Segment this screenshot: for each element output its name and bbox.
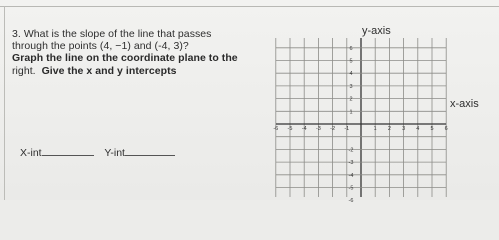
x-tick-label: -1 bbox=[344, 126, 350, 132]
problem-line-2: through the points (4, −1) and (-4, 3)? bbox=[12, 40, 189, 53]
x-tick-label: -5 bbox=[287, 126, 293, 132]
y-tick-label: -2 bbox=[348, 147, 354, 154]
x-tick-label: -4 bbox=[301, 126, 307, 132]
y-tick-label: 3 bbox=[349, 83, 353, 90]
x-tick-label: -2 bbox=[330, 126, 336, 132]
y-tick-label: -5 bbox=[348, 185, 354, 192]
y-tick-label: 6 bbox=[349, 45, 353, 52]
y-tick-label: -6 bbox=[348, 198, 354, 205]
y-axis-title: y-axis bbox=[362, 25, 391, 37]
x-tick-label: 6 bbox=[444, 126, 448, 132]
x-axis-title: x-axis bbox=[450, 98, 479, 110]
x-tick-label: 4 bbox=[416, 126, 420, 132]
problem-line-3: Graph the line on the coordinate plane to the bbox=[12, 52, 238, 65]
x-tick-label: 3 bbox=[402, 126, 406, 132]
x-tick-label: 1 bbox=[373, 126, 377, 132]
x-tick-label: -6 bbox=[273, 126, 279, 132]
problem-line-4-instruction: Give the x and y intercepts bbox=[41, 64, 177, 77]
y-tick-label: -4 bbox=[348, 172, 354, 179]
x-tick-label: -3 bbox=[315, 126, 321, 132]
y-tick-label: 2 bbox=[349, 96, 353, 103]
problem-line-4-start: right. bbox=[12, 64, 36, 77]
y-intercept-label: Y-int bbox=[104, 147, 125, 159]
problem-line-1: 3. What is the slope of the line that passes bbox=[12, 28, 212, 40]
y-tick-label: 4 bbox=[349, 71, 353, 78]
x-intercept-label: X-int bbox=[20, 147, 42, 159]
y-tick-label: -3 bbox=[348, 160, 354, 167]
y-tick-label: 1 bbox=[349, 109, 353, 116]
y-tick-label: 5 bbox=[349, 58, 353, 65]
x-tick-label: 2 bbox=[387, 126, 391, 132]
x-tick-label: 5 bbox=[430, 126, 434, 132]
